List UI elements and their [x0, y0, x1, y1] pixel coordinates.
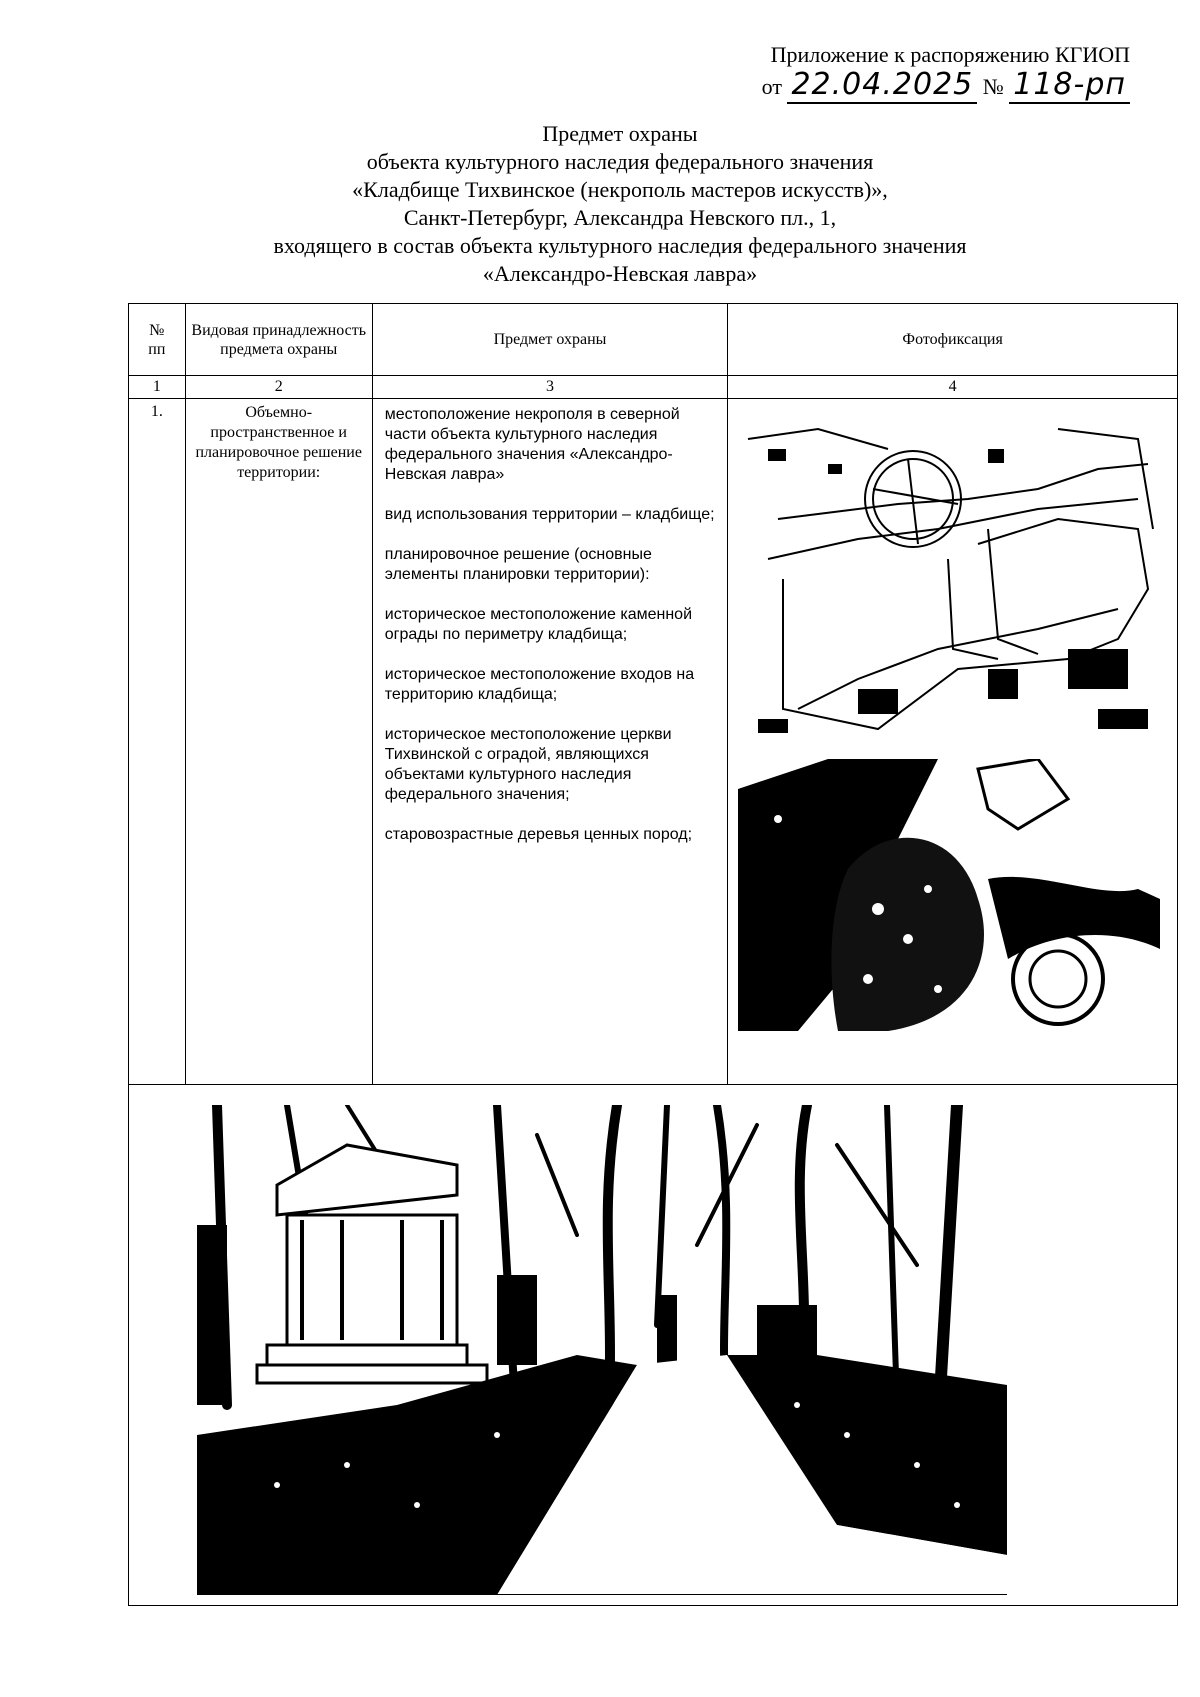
row-type: Объемно-пространственное и планировочное решение территории: — [185, 399, 372, 1085]
title-line: Санкт-Петербург, Александра Невского пл., 1, — [403, 205, 837, 230]
column-number-row — [129, 376, 1178, 399]
col-number: 3 — [372, 376, 728, 399]
row-number: 1. — [129, 399, 186, 1085]
header-type: Видовая принадлежность предмета охраны — [185, 304, 372, 376]
order-number: 118-рп — [1009, 67, 1130, 104]
title-line: «Кладбище Тихвинское (некрополь мастеров искусств)», — [352, 177, 888, 202]
list-item: историческое местоположение каменной ограды по периметру кладбища; — [384, 606, 693, 643]
header-photo: Фотофиксация — [728, 304, 1178, 376]
order-line — [700, 67, 1130, 102]
col-number: 4 — [728, 376, 1178, 399]
list-item: историческое местоположение церкви Тихвинской с оградой, являющихся объектами культурного наследия федерального значения; — [384, 726, 672, 803]
list-item: историческое местоположение входов на территорию кладбища; — [384, 666, 695, 703]
row-items — [372, 399, 728, 1085]
list-item: местоположение некрополя в северной части объекта культурного наследия федерального значения «Александро-Невская лавра» — [384, 406, 680, 483]
cemetery-alley-photo — [197, 1105, 1007, 1595]
document-title — [130, 120, 1110, 288]
order-date: 22.04.2025 — [787, 67, 977, 104]
aerial-photo — [738, 759, 1160, 1031]
col-number: 2 — [185, 376, 372, 399]
photo-cell — [728, 399, 1178, 1085]
from-label: от — [761, 74, 782, 99]
title-line: Предмет охраны — [542, 121, 698, 146]
list-item: планировочное решение (основные элементы планировки территории): — [384, 546, 652, 583]
title-line: «Александро-Невская лавра» — [482, 261, 758, 286]
list-item: старовозрастные деревья ценных пород; — [384, 826, 693, 843]
table-header-row — [129, 304, 1178, 376]
appendix-line: Приложение к распоряжению КГИОП — [770, 42, 1130, 67]
header-subject: Предмет охраны — [372, 304, 728, 376]
col-number: 1 — [129, 376, 186, 399]
table-row — [129, 1085, 1178, 1606]
title-line: объекта культурного наследия федерального значения — [366, 149, 874, 174]
bottom-photo-cell — [129, 1085, 1178, 1606]
header-num: № пп — [129, 304, 186, 376]
title-line: входящего в состав объекта культурного наследия федерального значения — [273, 233, 967, 258]
list-item: вид использования территории – кладбище; — [384, 506, 715, 523]
site-plan-map — [738, 409, 1160, 739]
table-row — [129, 399, 1178, 1085]
appendix-header — [700, 40, 1130, 102]
protection-table — [128, 303, 1178, 1606]
number-label: № — [982, 74, 1004, 99]
